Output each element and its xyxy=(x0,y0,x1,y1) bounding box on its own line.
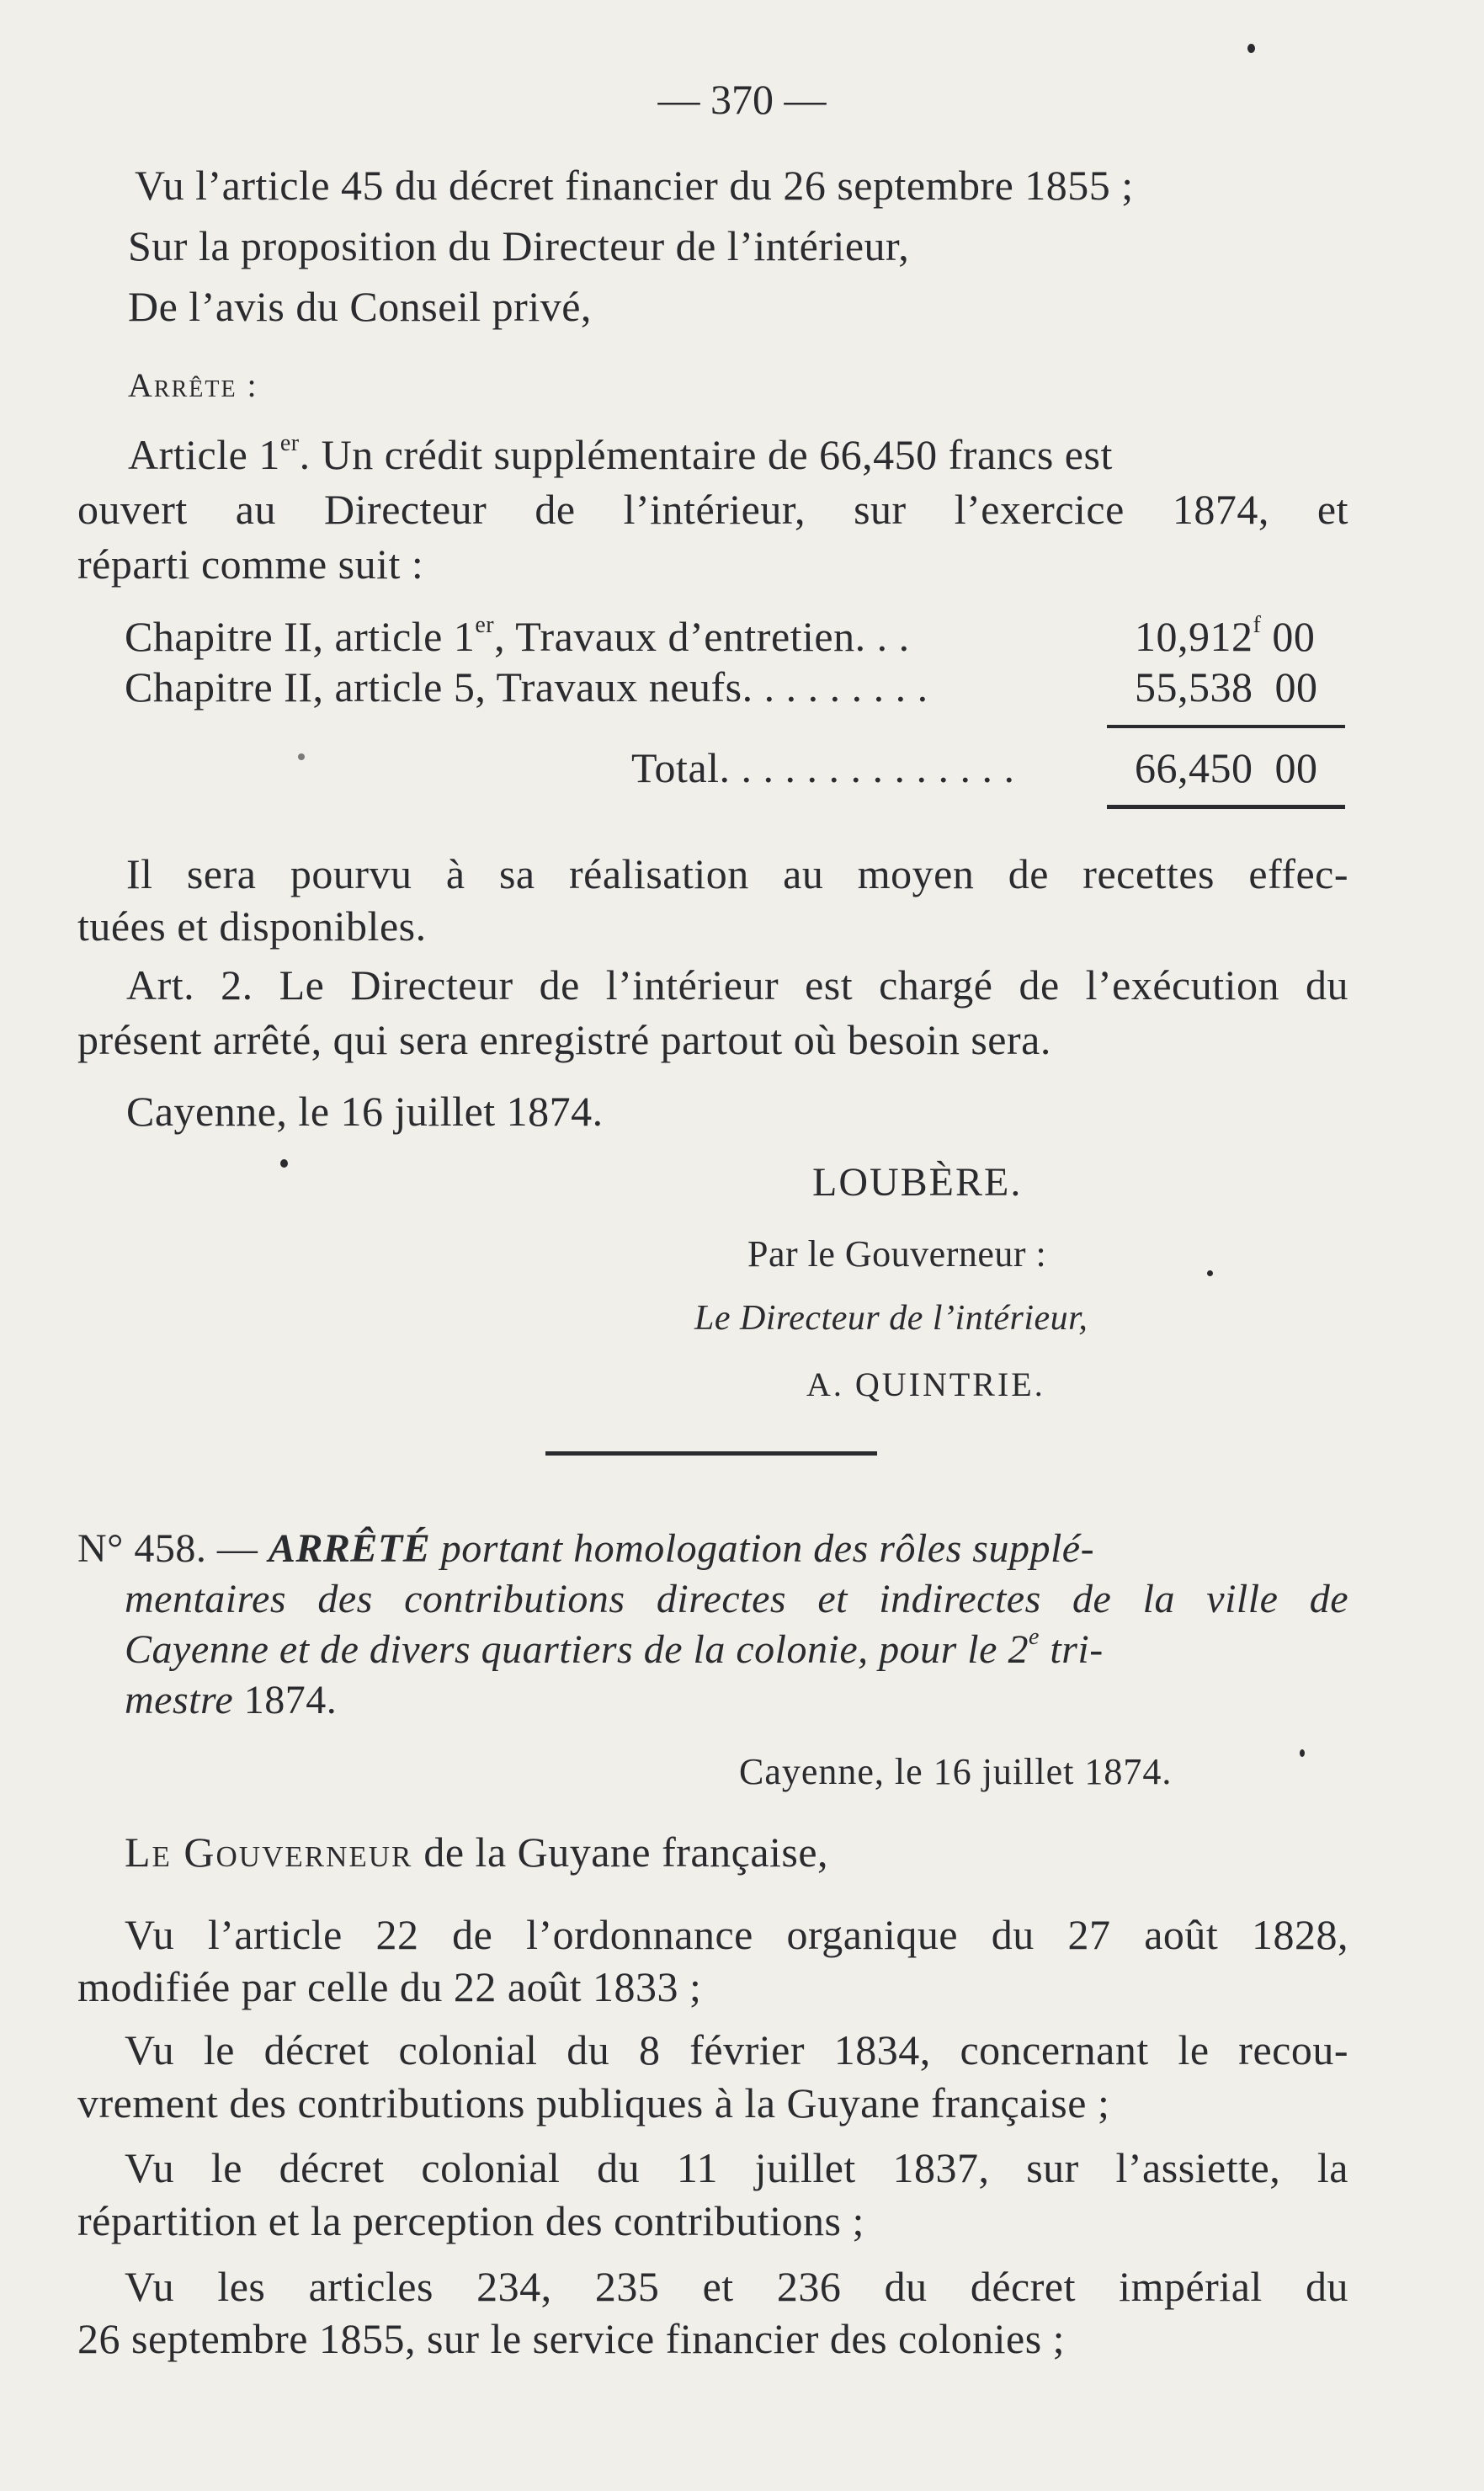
ink-speck xyxy=(280,1159,288,1168)
vu1837-line1: Vu le décret colonial du 11 juillet 1837, sur l’assiette, la xyxy=(125,2144,1348,2191)
row1-amount-a: 10,912 xyxy=(1135,613,1253,660)
title-line3-b: tri- xyxy=(1039,1627,1104,1672)
article1-line1 xyxy=(128,429,1348,480)
ink-speck xyxy=(1247,44,1255,53)
table-row-label xyxy=(125,611,910,662)
vu1834-line1: Vu le décret colonial du 8 février 1834, concernant le recou- xyxy=(125,2026,1348,2073)
vu22-line2: modifiée par celle du 22 août 1833 ; xyxy=(77,1963,702,2010)
vu-article-45: Vu l’article 45 du décret financier du 26 septembre 1855 ; xyxy=(135,162,1134,209)
decree2-title-line4 xyxy=(125,1675,337,1726)
subtotal-rule xyxy=(1107,725,1345,728)
article2-line2: présent arrêté, qui sera enregistré partout où besoin sera. xyxy=(77,1016,1051,1063)
proposition-line: Sur la proposition du Directeur de l’intérieur, xyxy=(128,222,910,269)
article1-line3: réparti comme suit : xyxy=(77,540,424,588)
decree2-title-line3 xyxy=(125,1625,1348,1675)
title-line3-a: Cayenne et de divers quartiers de la colonie, pour le 2 xyxy=(125,1627,1029,1672)
ink-speck xyxy=(1300,1749,1305,1757)
article2-line1: Art. 2. Le Directeur de l’intérieur est chargé de l’exécution du xyxy=(126,961,1348,1009)
section-divider xyxy=(545,1451,877,1456)
pourvu-line1: Il sera pourvu à sa réalisation au moyen de recettes effec- xyxy=(126,850,1348,897)
vu234-line2: 26 septembre 1855, sur le service financier des colonies ; xyxy=(77,2315,1066,2362)
pourvu-line2: tuées et disponibles. xyxy=(77,902,427,950)
row1-amount-b: 00 xyxy=(1261,613,1316,660)
arrete-heading: Arrête : xyxy=(128,366,258,404)
vu22-line1: Vu l’article 22 de l’ordonnance organique du 27 août 1828, xyxy=(125,1911,1348,1958)
total-rule xyxy=(1107,805,1345,809)
article1-sup: er xyxy=(279,430,300,456)
place-date: Cayenne, le 16 juillet 1874. xyxy=(126,1088,604,1135)
row2-label: Chapitre II, article 5, Travaux neufs. . . . . . . . . xyxy=(125,663,928,711)
row1-label-a: Chapitre II, article 1 xyxy=(125,613,476,660)
vu1837-line2: répartition et la perception des contributions ; xyxy=(77,2197,864,2244)
gouverneur-rest: de la Guyane française, xyxy=(412,1828,829,1876)
ink-speck xyxy=(298,753,305,760)
decree-number: N° 458. — xyxy=(77,1526,269,1571)
avis-line: De l’avis du Conseil privé, xyxy=(128,283,592,330)
vu1834-line2: vrement des contributions publiques à la Guyane française ; xyxy=(77,2079,1110,2126)
article1-label: Article 1 xyxy=(128,431,280,478)
article1-line2: ouvert au Directeur de l’intérieur, sur l’exercice 1874, et xyxy=(77,486,1348,533)
total-label: Total. . . . . . . . . . . . . . xyxy=(631,744,1015,791)
title-line4-a: mestre xyxy=(125,1678,244,1722)
arrete-word: ARRÊTÉ xyxy=(268,1526,431,1571)
gouverneur-line xyxy=(125,1827,828,1877)
vu234-line1: Vu les articles 234, 235 et 236 du décret impérial du xyxy=(125,2263,1348,2310)
title-line3-sup: e xyxy=(1028,1624,1040,1650)
decree2-title-line1 xyxy=(77,1524,1348,1574)
signature-loubere: LOUBÈRE. xyxy=(812,1160,1023,1205)
gouverneur-heading: Le Gouverneur xyxy=(125,1828,413,1876)
row1-label-b: , Travaux d’entretien. . . xyxy=(494,613,910,660)
title-line1-rest: portant homologation des rôles supplé- xyxy=(430,1526,1095,1571)
decree2-date: Cayenne, le 16 juillet 1874. xyxy=(739,1751,1173,1792)
directeur-title: Le Directeur de l’intérieur, xyxy=(694,1299,1088,1338)
total-amount: 66,450 00 xyxy=(1135,744,1318,791)
row2-amount: 55,538 00 xyxy=(1135,663,1318,711)
par-le-gouverneur: Par le Gouverneur : xyxy=(747,1233,1047,1275)
directeur-name: A. QUINTRIE. xyxy=(806,1365,1045,1403)
title-line4-year: 1874. xyxy=(243,1678,338,1722)
table-row-amount xyxy=(1135,611,1315,662)
ink-speck xyxy=(1207,1270,1213,1276)
decree2-title-line2: mentaires des contributions directes et indirectes de la ville de xyxy=(125,1577,1348,1621)
article1-text: . Un crédit supplémentaire de 66,450 francs est xyxy=(299,431,1113,478)
row1-label-sup: er xyxy=(475,612,495,638)
row1-amount-sup: f xyxy=(1253,612,1262,638)
page-number: — 370 — xyxy=(657,76,827,123)
